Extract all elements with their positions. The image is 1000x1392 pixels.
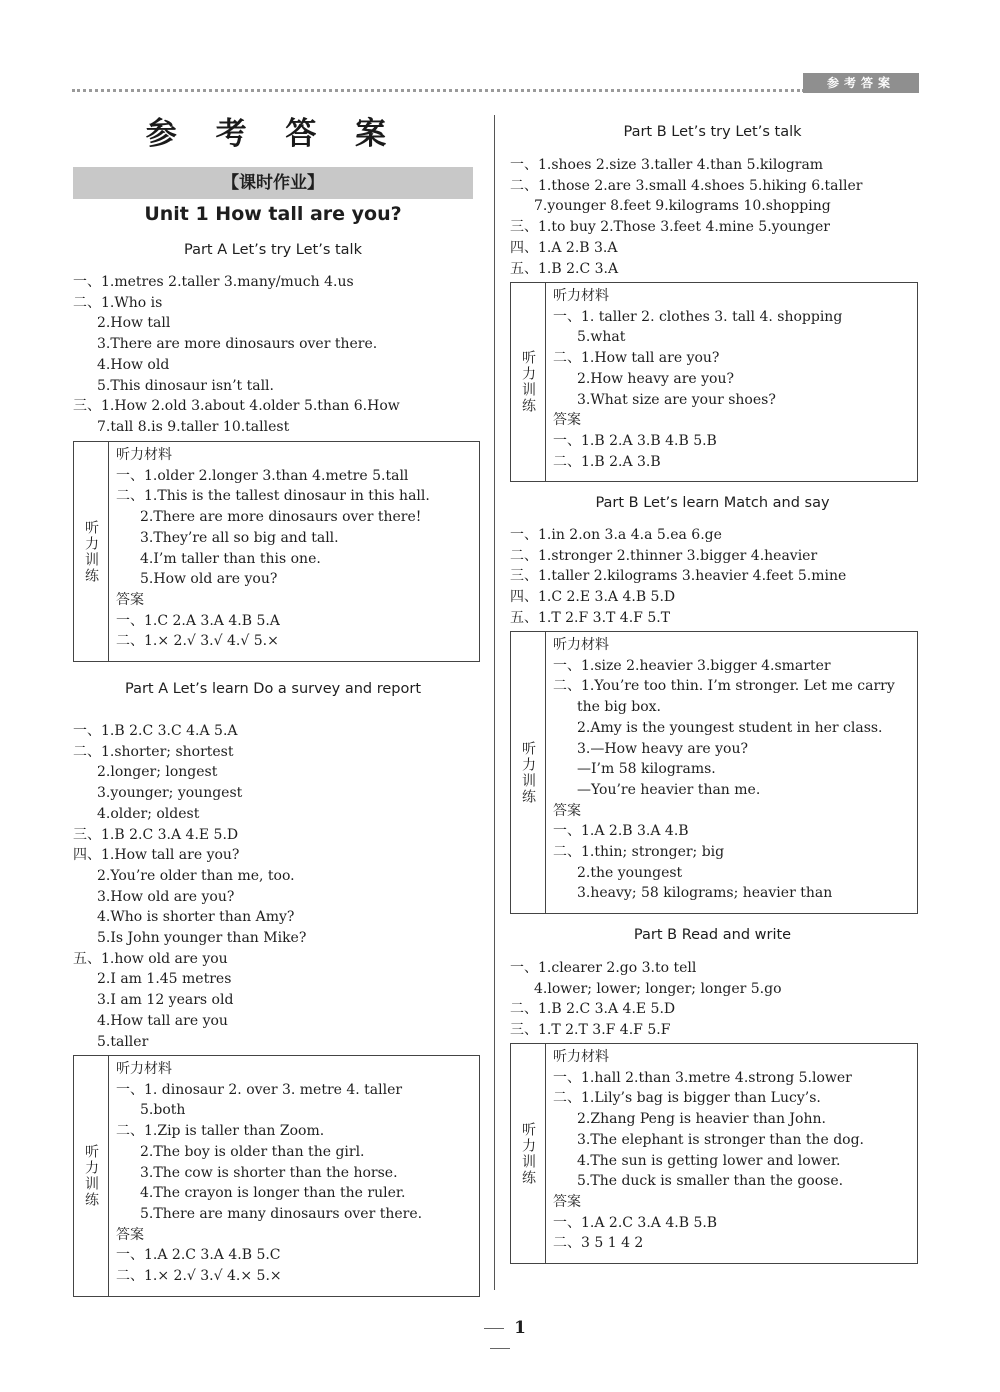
listening-line: 一、1.size 2.heavier 3.bigger 4.smarter	[553, 657, 831, 674]
answer-line: 三、1.How 2.old 3.about 4.older 5.than 6.How	[73, 398, 400, 415]
listening-line: 2.There are more dinosaurs over there!	[140, 509, 422, 526]
answer-line: 一、1.in 2.on 3.a 4.a 5.ea 6.ge	[510, 527, 722, 543]
answer-line: 三、1.T 2.T 3.F 4.F 5.F	[510, 1022, 671, 1039]
listening-line: 4.I’m taller than this one.	[140, 550, 321, 567]
listening-line: 二、1.Lily’s bag is bigger than Lucy’s.	[553, 1090, 821, 1107]
header-dotted-rule	[72, 89, 805, 92]
listening-side-label	[74, 1056, 109, 1296]
answer-line: 一、1.metres 2.taller 3.many/much 4.us	[73, 274, 354, 290]
section-heading: Part B Let’s learn Match and say	[595, 495, 830, 511]
answer-line: 7.tall 8.is 9.taller 10.tallest	[97, 418, 290, 435]
answer-line: 四、1.C 2.E 3.A 4.B 5.D	[510, 589, 676, 606]
listening-line: 答案	[553, 1193, 581, 1210]
header-label: 参考答案	[803, 73, 919, 93]
answer-line: 5.This dinosaur isn’t tall.	[97, 377, 274, 394]
answer-line: 2.longer; longest	[97, 764, 218, 781]
listening-line: 二、1.You’re too thin. I’m stronger. Let me carry	[553, 678, 895, 695]
listening-line: 答案	[116, 1226, 144, 1243]
listening-line: 答案	[553, 412, 581, 429]
answer-line: 2.How tall	[97, 315, 171, 332]
section-heading: Part B Let’s try Let’s talk	[623, 124, 802, 140]
listening-line: 5.The duck is smaller than the goose.	[577, 1173, 844, 1190]
listening-line: 2.Amy is the youngest student in her class.	[577, 719, 883, 736]
listening-side-label	[511, 632, 546, 913]
answer-line: 五、1.B 2.C 3.A	[510, 260, 619, 277]
answer-line: 4.How old	[97, 356, 170, 373]
listening-line: 3.They’re all so big and tall.	[140, 529, 339, 546]
listening-line: 听力材料	[116, 447, 172, 463]
listening-line: 一、1. taller 2. clothes 3. tall 4. shopping	[553, 308, 843, 325]
listening-line: 4.The crayon is longer than the ruler.	[140, 1185, 406, 1202]
listening-line: 5.How old are you?	[140, 571, 278, 588]
answer-line: 3.There are more dinosaurs over there.	[97, 336, 378, 353]
answer-line: 三、1.taller 2.kilograms 3.heavier 4.feet 5.mine	[510, 568, 847, 585]
listening-side-label	[511, 1044, 546, 1263]
answer-line: 7.younger 8.feet 9.kilograms 10.shopping	[534, 198, 831, 215]
listening-line: 3.heavy; 58 kilograms; heavier than	[577, 885, 833, 902]
section-heading: Part A Let’s learn Do a survey and report	[124, 681, 422, 697]
listening-line: 二、1.× 2.√ 3.√ 4.× 5.×	[116, 1268, 282, 1284]
side-label-text: 听力训练	[83, 519, 99, 584]
listening-line: —You’re heavier than me.	[577, 781, 761, 798]
listening-line: 5.both	[140, 1102, 186, 1119]
answer-line: 4.Who is shorter than Amy?	[97, 909, 295, 926]
listening-line: 2.the youngest	[577, 864, 683, 881]
listening-line: 3.The elephant is stronger than the dog.	[577, 1131, 864, 1148]
answer-line: 四、1.A 2.B 3.A	[510, 239, 618, 256]
answer-line: 2.You’re older than me, too.	[97, 867, 295, 884]
side-label-text: 听力训练	[83, 1143, 99, 1208]
listening-line: 一、1. dinosaur 2. over 3. metre 4. taller	[116, 1081, 403, 1098]
answer-line: 3.younger; youngest	[97, 785, 243, 802]
answer-line: 五、1.how old are you	[73, 950, 228, 967]
listening-line: 听力材料	[553, 1049, 609, 1065]
answer-line: 3.I am 12 years old	[97, 992, 234, 1009]
listening-side-label	[74, 442, 109, 661]
listening-line: 二、1.Zip is taller than Zoom.	[116, 1123, 325, 1140]
listening-side-label	[511, 283, 546, 481]
listening-line: 2.Zhang Peng is heavier than John.	[577, 1111, 826, 1128]
listening-line: 答案	[116, 591, 144, 608]
section-heading: Part A Let’s try Let’s talk	[183, 242, 362, 258]
listening-line: 听力材料	[553, 637, 609, 653]
listening-line: 3.—How heavy are you?	[577, 740, 748, 757]
listening-line: 二、1.This is the tallest dinosaur in this hall.	[116, 488, 430, 505]
answer-line: 4.lower; lower; longer; longer 5.go	[534, 980, 782, 997]
listening-line: 听力材料	[553, 288, 609, 304]
listening-line: 一、1.B 2.A 3.B 4.B 5.B	[553, 432, 717, 449]
listening-line: 二、1.B 2.A 3.B	[553, 453, 661, 470]
answer-line: 五、1.T 2.F 3.T 4.F 5.T	[510, 609, 671, 626]
answer-line: 四、1.How tall are you?	[73, 847, 240, 864]
listening-line: 答案	[553, 802, 581, 819]
answer-line: 三、1.to buy 2.Those 3.feet 4.mine 5.younger	[510, 219, 830, 236]
page-number	[455, 1318, 545, 1358]
listening-line: 3.The cow is shorter than the horse.	[140, 1164, 398, 1181]
listening-line: 3.What size are your shoes?	[577, 391, 776, 408]
column-divider	[494, 115, 495, 1290]
answer-line: 4.How tall are you	[97, 1012, 228, 1029]
listening-line: 5.what	[577, 329, 626, 346]
answer-line: 3.How old are you?	[97, 888, 235, 905]
listening-line: 2.How heavy are you?	[577, 370, 734, 387]
section-heading: Part B Read and write	[633, 927, 792, 943]
listening-line: 一、1.A 2.C 3.A 4.B 5.C	[116, 1247, 281, 1264]
listening-line: 一、1.A 2.C 3.A 4.B 5.B	[553, 1214, 718, 1231]
answer-line: 一、1.B 2.C 3.C 4.A 5.A	[73, 723, 238, 739]
page-number-text: 1	[514, 1318, 526, 1338]
answer-line: 二、1.shorter; shortest	[73, 743, 234, 760]
section-banner: 【课时作业】	[73, 167, 473, 199]
listening-line: 二、1.thin; stronger; big	[553, 844, 725, 860]
listening-line: 二、1.How tall are you?	[553, 350, 720, 367]
answer-line: 二、1.Who is	[73, 294, 163, 311]
listening-line: 二、3 5 1 4 2	[553, 1235, 644, 1252]
side-label-text: 听力训练	[520, 1121, 536, 1186]
unit-title: Unit 1 How tall are you?	[144, 203, 402, 225]
listening-line: 4.The sun is getting lower and lower.	[577, 1152, 841, 1169]
listening-line: 2.The boy is older than the girl.	[140, 1143, 365, 1160]
listening-line: 5.There are many dinosaurs over there.	[140, 1205, 423, 1222]
answer-line: 5.taller	[97, 1033, 149, 1050]
answer-line: 三、1.B 2.C 3.A 4.E 5.D	[73, 826, 239, 843]
answer-line: 一、1.shoes 2.size 3.taller 4.than 5.kilogram	[510, 157, 824, 173]
answer-line: 2.I am 1.45 metres	[97, 971, 232, 988]
side-label-text: 听力训练	[520, 740, 536, 805]
answer-line: 一、1.clearer 2.go 3.to tell	[510, 960, 697, 976]
answer-line: 4.older; oldest	[97, 805, 200, 822]
listening-line: 一、1.hall 2.than 3.metre 4.strong 5.lower	[553, 1069, 852, 1086]
answer-line: 二、1.B 2.C 3.A 4.E 5.D	[510, 1001, 676, 1018]
listening-line: 一、1.C 2.A 3.A 4.B 5.A	[116, 612, 280, 629]
answer-line: 二、1.stronger 2.thinner 3.bigger 4.heavier	[510, 547, 818, 564]
listening-line: 听力材料	[116, 1061, 172, 1077]
answer-line: 5.Is John younger than Mike?	[97, 930, 307, 946]
listening-line: —I’m 58 kilograms.	[577, 761, 716, 778]
page-title: 参 考 答 案	[145, 116, 401, 152]
listening-line: 一、1.A 2.B 3.A 4.B	[553, 823, 689, 840]
listening-line: the big box.	[577, 699, 661, 716]
side-label-text: 听力训练	[520, 350, 536, 415]
listening-line: 一、1.older 2.longer 3.than 4.metre 5.tall	[116, 467, 409, 484]
listening-line: 二、1.× 2.√ 3.√ 4.√ 5.×	[116, 633, 279, 650]
answer-line: 二、1.those 2.are 3.small 4.shoes 5.hiking 6.taller	[510, 177, 863, 194]
